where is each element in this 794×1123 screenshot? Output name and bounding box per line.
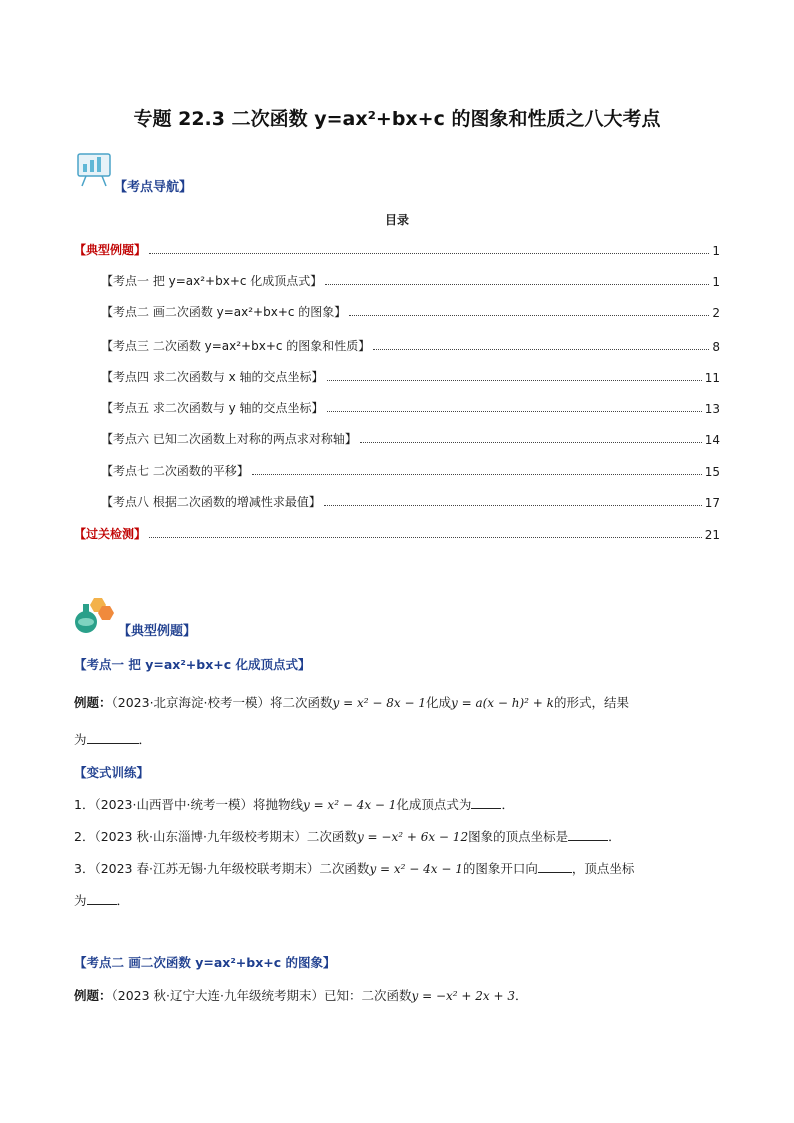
- toc-item[interactable]: [101, 367, 720, 385]
- question-3-line2: [74, 891, 129, 909]
- period: ．: [116, 893, 130, 908]
- question-1: [74, 795, 514, 813]
- toc-item-label: 【考点八 根据二次函数的增减性求最值】: [101, 495, 321, 509]
- formula: y = x² − 4x − 1: [302, 798, 397, 812]
- toc-page-number: 1: [712, 275, 720, 289]
- question-text: 化成顶点式为: [396, 797, 472, 812]
- toc-item[interactable]: [101, 302, 720, 320]
- toc-leader: [252, 474, 702, 475]
- nav-heading: 【考点导航】: [114, 180, 193, 195]
- examples-heading: 【典型例题】: [118, 624, 197, 639]
- toc-page-number: 1: [712, 244, 720, 258]
- toc-item[interactable]: [101, 492, 720, 510]
- toc-page-number: 8: [712, 340, 720, 354]
- toc-page-number: 15: [704, 465, 720, 479]
- example-label: 例题：: [74, 988, 112, 1003]
- question-text: 1．（2023·山西晋中·统考一模）将抛物线: [74, 797, 303, 812]
- toc-item-label: 【考点七 二次函数的平移】: [101, 464, 249, 478]
- example-text: 的形式，结果: [553, 695, 629, 710]
- kp1-heading: 【考点一 把 y=ax²+bx+c 化成顶点式】: [74, 657, 311, 672]
- question-2: [74, 827, 621, 845]
- toc-item-label: 【考点三 二次函数 y=ax²+bx+c 的图象和性质】: [101, 339, 371, 353]
- question-text: 图象的顶点坐标是: [468, 829, 569, 844]
- toc-page-number: 14: [704, 433, 720, 447]
- navigation-board-icon: [74, 150, 114, 188]
- page-title: 专题 22.3 二次函数 y=ax²+bx+c 的图象和性质之八大考点: [133, 108, 661, 130]
- toc-item[interactable]: [74, 240, 720, 258]
- formula: y = x² − 4x − 1: [369, 862, 463, 876]
- toc-leader: [373, 349, 709, 350]
- toc-item-label: 【考点五 求二次函数与 y 轴的交点坐标】: [101, 401, 324, 415]
- toc-page-number: 2: [712, 306, 720, 320]
- example-text: 化成: [425, 695, 451, 710]
- formula: y = −x² + 6x − 12: [356, 830, 469, 844]
- formula: y = x² − 8x − 1: [332, 696, 426, 710]
- toc-leader: [149, 537, 702, 538]
- period: ．: [138, 732, 152, 747]
- toc-item-label: 【典型例题】: [74, 243, 147, 257]
- toc-page-number: 13: [704, 402, 720, 416]
- toc-page-number: 17: [704, 496, 720, 510]
- example-text: 为: [74, 732, 87, 747]
- toc-item[interactable]: [101, 398, 720, 416]
- toc-item[interactable]: [101, 336, 720, 354]
- toc-item[interactable]: [74, 524, 720, 542]
- question-3: [74, 859, 634, 877]
- kp1-example: [74, 693, 629, 711]
- answer-blank[interactable]: [471, 796, 501, 809]
- kp1-example-line2: [74, 730, 151, 748]
- toc-item-label: 【过关检测】: [74, 527, 147, 541]
- answer-blank[interactable]: [87, 731, 139, 744]
- toc-item[interactable]: [101, 429, 720, 447]
- period: ．: [608, 829, 621, 844]
- question-text: 3．（2023 春·江苏无锡·九年级校联考期末）二次函数: [74, 861, 370, 876]
- toc-leader: [327, 380, 702, 381]
- formula: y = −x² + 2x + 3: [411, 989, 515, 1003]
- toc-title: 目录: [384, 213, 409, 227]
- toc-leader: [349, 315, 709, 316]
- formula: y = a(x − h)² + k: [451, 696, 554, 710]
- toc-page-number: 11: [704, 371, 720, 385]
- question-text: ，顶点坐标: [571, 861, 635, 876]
- toc-leader: [360, 442, 702, 443]
- example-source: （2023·北京海淀·校考一模）将二次函数: [111, 695, 333, 710]
- toc-item-label: 【考点四 求二次函数与 x 轴的交点坐标】: [101, 370, 324, 384]
- question-text: 的图象开口向: [462, 861, 538, 876]
- period: ．: [501, 797, 514, 812]
- flask-icon: [72, 596, 116, 636]
- period: ．: [515, 988, 528, 1003]
- variants-heading: 【变式训练】: [74, 765, 150, 780]
- question-text: 为: [74, 893, 87, 908]
- question-text: 2．（2023 秋·山东淄博·九年级校考期末）二次函数: [74, 829, 357, 844]
- toc-page-number: 21: [704, 528, 720, 542]
- kp2-example: [74, 986, 528, 1004]
- toc-leader: [149, 253, 709, 254]
- example-label: 例题：: [74, 695, 112, 710]
- toc-item-label: 【考点六 已知二次函数上对称的两点求对称轴】: [101, 432, 357, 446]
- toc-item[interactable]: [101, 271, 720, 289]
- toc-item-label: 【考点一 把 y=ax²+bx+c 化成顶点式】: [101, 274, 323, 288]
- toc-leader: [327, 411, 702, 412]
- toc-item[interactable]: [101, 461, 720, 479]
- answer-blank[interactable]: [568, 828, 608, 841]
- toc-item-label: 【考点二 画二次函数 y=ax²+bx+c 的图象】: [101, 305, 347, 319]
- toc-leader: [324, 505, 702, 506]
- kp2-heading: 【考点二 画二次函数 y=ax²+bx+c 的图象】: [74, 955, 336, 970]
- example-source: （2023 秋·辽宁大连·九年级统考期末）已知：二次函数: [111, 988, 412, 1003]
- answer-blank[interactable]: [538, 860, 572, 873]
- answer-blank[interactable]: [87, 892, 117, 905]
- toc-leader: [325, 284, 709, 285]
